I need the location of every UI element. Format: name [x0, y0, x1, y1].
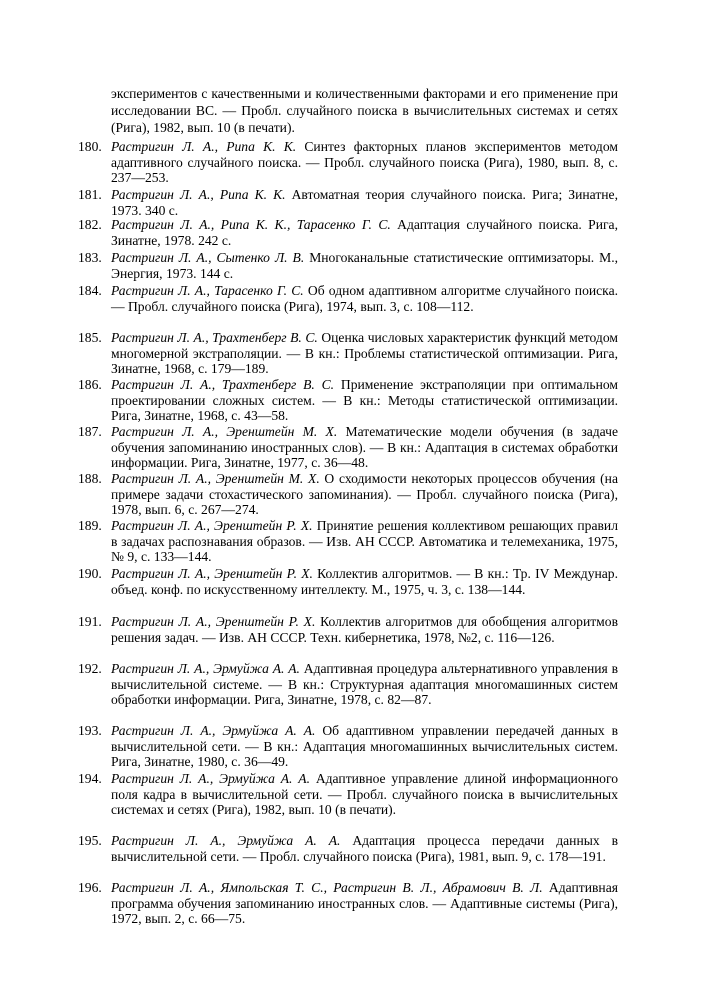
reference-authors: Растригин Л. А., Эрмуйжа А. А. — [111, 833, 341, 848]
reference-authors: Растригин Л. А., Эрмуйжа А. А. — [111, 771, 310, 786]
reference-authors: Растригин Л. А., Эренштейн Р. Х. — [111, 566, 313, 581]
reference-number: 196. — [78, 880, 102, 895]
reference-authors: Растригин Л. А., Ямпольская Т. С., Растригин В. Л., Абрамович В. Л. — [111, 880, 543, 895]
reference-entry — [78, 377, 618, 424]
reference-authors: Растригин Л. А., Рипа К. К. — [111, 139, 297, 154]
reference-number: 192. — [78, 661, 102, 676]
reference-text: Коллектив алгоритмов для обобщения алгоритмов решения задач. — Изв. АН СССР. Техн. кибернетика, 1978, №2, с. 116—126. — [111, 614, 618, 645]
reference-entry — [78, 187, 618, 218]
reference-entry — [78, 217, 618, 248]
reference-number: 187. — [78, 424, 102, 439]
reference-number: 184. — [78, 283, 102, 298]
reference-number: 181. — [78, 187, 102, 202]
reference-text: Адаптация случайного поиска. Рига, Зинатне, 1978. 242 с. — [111, 217, 618, 248]
reference-entry — [78, 771, 618, 818]
reference-authors: Растригин Л. А., Трахтенберг В. С. — [111, 330, 318, 345]
reference-number: 182. — [78, 217, 102, 232]
reference-number: 194. — [78, 771, 102, 786]
reference-text: Коллектив алгоритмов. — В кн.: Тр. IV Междунар. объед. конф. по искусственному интеллекту. М., 1975, ч. 3, с. 138—144. — [111, 566, 618, 597]
reference-number: 190. — [78, 566, 102, 581]
reference-number: 183. — [78, 250, 102, 265]
reference-entry — [78, 661, 618, 708]
reference-entry — [78, 518, 618, 565]
reference-text: Автоматная теория случайного поиска. Рига; Зинатне, 1973. 340 с. — [111, 187, 618, 218]
reference-authors: Растригин Л. А., Трахтенберг В. С. — [111, 377, 335, 392]
reference-text: Адаптация процесса передачи данных в вычислительной сети. — Пробл. случайного поиска (Рига), 1981, вып. 9, с. 178—191. — [111, 833, 619, 864]
reference-text: Адаптивная программа обучения запоминанию иностранных слов. — Адаптивные системы (Рига), 1972, вып. 2, с. 66—75. — [111, 880, 618, 927]
reference-entry — [78, 833, 618, 864]
reference-authors: Растригин Л. А., Рипа К. К., Тарасенко Г. С. — [111, 217, 391, 232]
reference-number: 185. — [78, 330, 102, 345]
reference-entry — [78, 139, 618, 186]
reference-authors: Растригин Л. А., Рипа К. К. — [111, 187, 286, 202]
reference-text: О сходимости некоторых процессов обучения (на примере задачи стохастического запоминания). — Пробл. случайного поиска (Рига), 1978, вып. 6, с. 267—274. — [111, 471, 618, 518]
reference-authors: Растригин Л. А., Эрмуйжа А. А. — [111, 661, 300, 676]
reference-text: Математические модели обучения (в задаче обучения запоминанию иностранных слов). — В кн.: Адаптация в системах обработки информации. Рига, Зинатне, 1977, с. 36—48. — [111, 424, 618, 471]
reference-text: Адаптивное управление длиной информационного поля кадра в вычислительной сети. — Пробл. случайного поиска в вычислительных системах и сетях (Рига), 1982, вып. 10 (в печати). — [111, 771, 618, 818]
reference-text: Оценка числовых характеристик функций методом многомерной экстраполяции. — В кн.: Проблемы статистической оптимизации. Рига, Зинатне, 1968, с. 179—189. — [111, 330, 618, 377]
reference-entry — [78, 250, 618, 281]
reference-number: 189. — [78, 518, 102, 533]
reference-number: 188. — [78, 471, 102, 486]
reference-authors: Растригин Л. А., Эренштейн Р. Х. — [111, 614, 316, 629]
reference-text: Об одном адаптивном алгоритме случайного поиска. — Пробл. случайного поиска (Рига), 1974, вып. 3, с. 108—112. — [111, 283, 619, 314]
intro-text: экспериментов с качественными и количественными факторами и его применение при исследовании ВС. — Пробл. случайного поиска в вычислительных системах и сетях (Рига), 1982, вып. 10 (в печати). — [111, 86, 618, 135]
reference-entry — [78, 566, 618, 597]
reference-entry — [78, 283, 618, 314]
reference-entry — [78, 614, 618, 645]
reference-text: Об адаптивном управлении передачей данных в вычислительной сети. — В кн.: Адаптация многомашинных вычислительных систем. Рига, Зинатне, 1980, с. 36—49. — [111, 723, 618, 770]
reference-authors: Растригин Л. А., Эренштейн Р. Х. — [111, 518, 313, 533]
reference-entry — [78, 471, 618, 518]
reference-entry — [78, 424, 618, 471]
reference-entry — [78, 723, 618, 770]
reference-number: 191. — [78, 614, 102, 629]
reference-entry — [78, 330, 618, 377]
reference-authors: Растригин Л. А., Тарасенко Г. С. — [111, 283, 304, 298]
reference-number: 193. — [78, 723, 102, 738]
reference-number: 180. — [78, 139, 102, 154]
reference-authors: Растригин Л. А., Эренштейн М. Х. — [111, 471, 320, 486]
reference-authors: Растригин Л. А., Эрмуйжа А. А. — [111, 723, 316, 738]
reference-number: 186. — [78, 377, 102, 392]
reference-text: Принятие решения коллективом решающих правил в задачах распознавания образов. — Изв. АН СССР. Автоматика и телемеханика, 1975, № 9, с. 133—144. — [111, 518, 618, 565]
reference-text: Адаптивная процедура альтернативного управления в вычислительной системе. — В кн.: Структурная адаптация многомашинных систем обработки информации. Рига, Зинатне, 1978, с. 82—87. — [111, 661, 618, 708]
reference-text: Синтез факторных планов экспериментов методом адаптивного случайного поиска. — Пробл. случайного поиска (Рига), 1980, вып. 8, с. 237—253. — [111, 139, 618, 186]
reference-text: Многоканальные статистические оптимизаторы. М., Энергия, 1973. 144 с. — [111, 250, 619, 281]
reference-number: 195. — [78, 833, 102, 848]
reference-text: Применение экстраполяции при оптимальном проектировании сложных систем. — В кн.: Методы статистической оптимизации. Рига, Зинатне, 1968, с. 43—58. — [111, 377, 618, 424]
reference-entry — [78, 880, 618, 927]
reference-authors: Растригин Л. А., Сытенко Л. В. — [111, 250, 305, 265]
reference-authors: Растригин Л. А., Эренштейн М. Х. — [111, 424, 338, 439]
